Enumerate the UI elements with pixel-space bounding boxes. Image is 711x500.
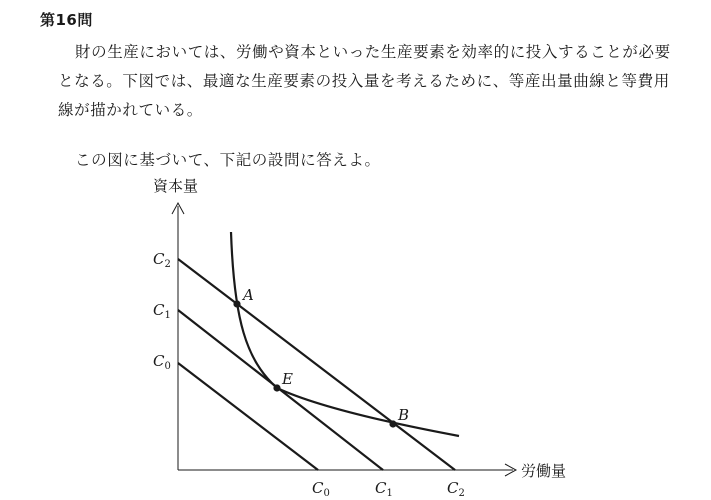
c2-y-label: $C_2$ (153, 250, 171, 270)
c2-x-label: $C_2$ (447, 479, 465, 499)
isocost-line-c2 (178, 259, 455, 470)
point-e-dot (273, 384, 280, 391)
point-b-dot (389, 420, 396, 427)
x-axis-label: 労働量 (521, 462, 567, 480)
y-axis-label: 資本量 (153, 177, 199, 195)
c0-y-label: $C_0$ (153, 352, 171, 372)
c1-y-label: $C_1$ (153, 301, 171, 321)
c1-x-label: $C_1$ (375, 479, 393, 499)
isoquant-curve (231, 232, 459, 436)
isocost-line-c0 (178, 363, 318, 470)
question-paragraph-1: 財の生産においては、労働や資本といった生産要素を効率的に投入することが必要となる。下図では、最適な生産要素の投入量を考えるために、等産出量曲線と等費用線が描かれている。 (58, 43, 671, 119)
point-e-label: E (282, 370, 293, 388)
point-a-dot (233, 300, 240, 307)
point-a-label: A (243, 286, 254, 304)
point-b-label: B (398, 406, 410, 424)
question-title: 第16問 (40, 11, 93, 29)
question-paragraph-2: この図に基づいて、下記の設問に答えよ。 (75, 151, 381, 169)
c0-x-label: $C_0$ (312, 479, 330, 499)
